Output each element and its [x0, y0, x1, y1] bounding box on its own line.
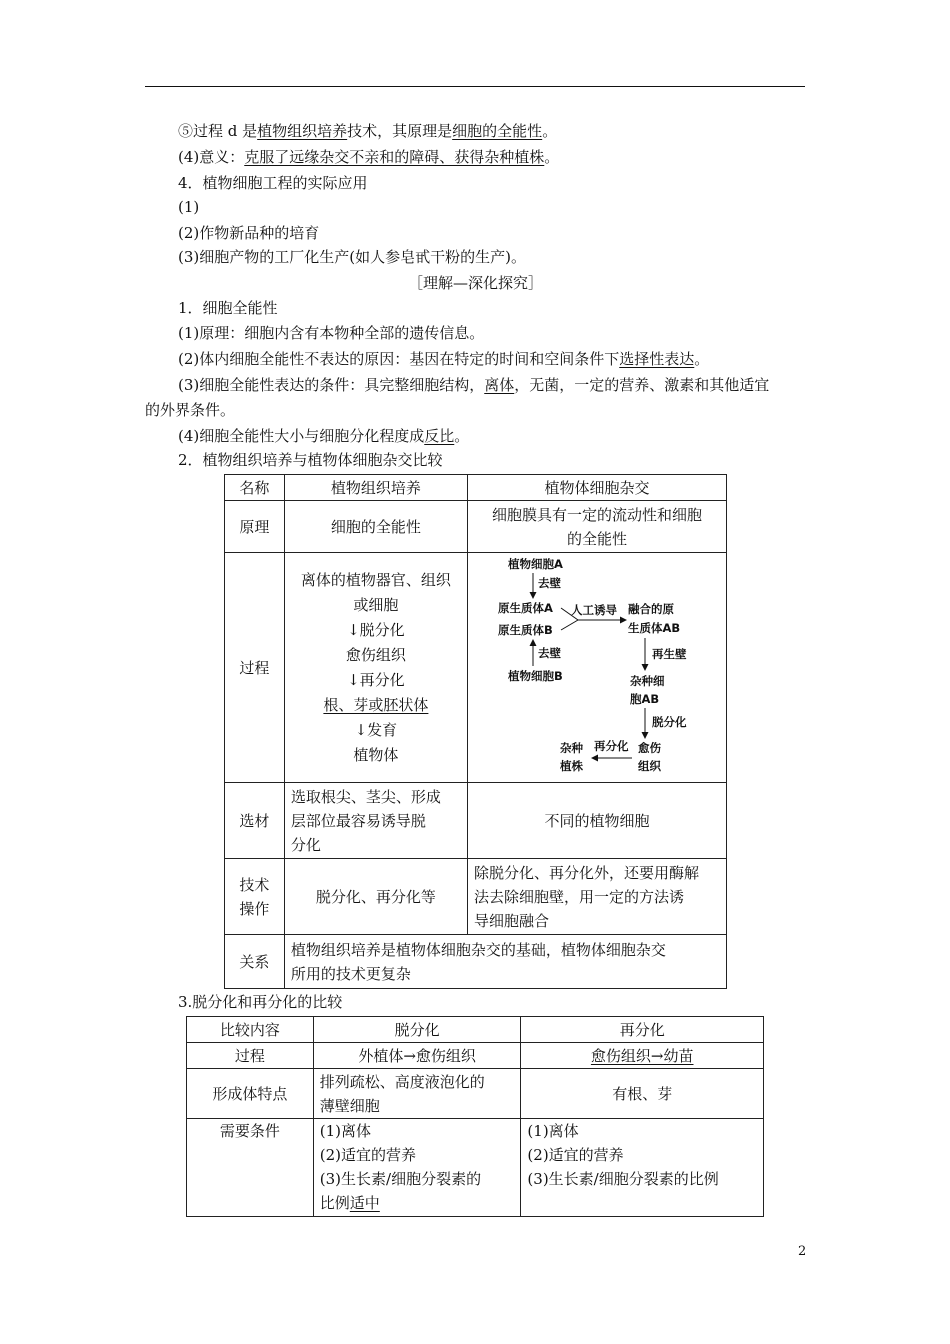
subsection-title: ［理解—深化探究］ — [408, 274, 544, 292]
text-line-6: (3)细胞产物的工厂化生产(如人参皂甙干粉的生产)。 — [178, 248, 526, 266]
header-rule — [145, 86, 805, 87]
diagram-label: 人工诱导 — [570, 602, 617, 617]
table-header-cell: 名称 — [225, 475, 285, 501]
section-heading-4: 4．植物细胞工程的实际应用 — [178, 174, 368, 192]
diagram-label: 愈伤 — [637, 740, 661, 755]
row-label: 选材 — [225, 783, 285, 859]
text-line-4: (1) — [178, 198, 200, 216]
section-heading-3: 3.脱分化和再分化的比较 — [178, 993, 343, 1011]
diagram-label: 胞AB — [629, 691, 660, 706]
comparison-table-1 — [224, 474, 727, 989]
text-line-11: (3)细胞全能性表达的条件：具完整细胞结构，离体，无菌，一定的营养、激素和其他适宜 — [178, 376, 770, 394]
table-cell: 有根、芽 — [521, 1069, 764, 1119]
text-line-2: (4)意义：克服了远缘杂交不亲和的障碍、获得杂种植株。 — [178, 148, 560, 166]
table-cell: 细胞膜具有一定的流动性和细胞 的全能性 — [467, 501, 726, 553]
diagram-label: 融合的原 — [627, 601, 674, 616]
text-line-5: (2)作物新品种的培育 — [178, 224, 320, 242]
table-cell: 选取根尖、茎尖、形成 层部位最容易诱导脱 分化 — [284, 783, 467, 859]
section-heading-2: 2．植物组织培养与植物体细胞杂交比较 — [178, 451, 443, 469]
row-label: 形成体特点 — [187, 1069, 314, 1119]
table-header-cell: 比较内容 — [187, 1017, 314, 1043]
row-label: 需要条件 — [187, 1119, 314, 1217]
table-header-cell: 植物体细胞杂交 — [467, 475, 726, 501]
text-line-12: 的外界条件。 — [145, 401, 236, 419]
text-line-9: (1)原理：细胞内含有本物种全部的遗传信息。 — [178, 324, 485, 342]
table-header-cell: 植物组织培养 — [284, 475, 467, 501]
row-label: 技术 操作 — [225, 859, 285, 935]
hybridization-diagram-cell — [467, 553, 726, 783]
row-label: 原理 — [225, 501, 285, 553]
table-cell: (1)离体 (2)适宜的营养 (3)生长素/细胞分裂素的比例 — [521, 1119, 764, 1217]
section-heading-1: 1．细胞全能性 — [178, 299, 278, 317]
diagram-label: 杂种细 — [629, 673, 665, 688]
row-label: 过程 — [225, 553, 285, 783]
text-line-13: (4)细胞全能性大小与细胞分化程度成反比。 — [178, 427, 470, 445]
comparison-table-2 — [186, 1016, 764, 1217]
diagram-label: 杂种 — [559, 740, 583, 755]
table-cell: 脱分化、再分化等 — [284, 859, 467, 935]
table-cell: 除脱分化、再分化外，还要用酶解 法去除细胞壁，用一定的方法诱 导细胞融合 — [467, 859, 726, 935]
hybridization-flow-diagram — [468, 554, 726, 782]
diagram-label: 原生质体B — [497, 622, 553, 637]
connector-line — [561, 620, 578, 630]
table-cell: 外植体→愈伤组织 — [313, 1043, 521, 1069]
table-cell: 排列疏松、高度液泡化的 薄壁细胞 — [313, 1069, 521, 1119]
diagram-label: 脱分化 — [651, 714, 687, 729]
diagram-label: 再分化 — [593, 738, 629, 753]
diagram-label: 组织 — [637, 758, 661, 773]
table-header-cell: 再分化 — [521, 1017, 764, 1043]
diagram-label: 植株 — [559, 758, 583, 773]
table-cell: (1)离体 (2)适宜的营养 (3)生长素/细胞分裂素的 比例适中 — [313, 1119, 521, 1217]
page-number: 2 — [798, 1244, 807, 1259]
process-flow-text: 离体的植物器官、组织 或细胞 ↓脱分化 愈伤组织 ↓再分化 根、芽或胚状体 ↓发育 植物体 — [284, 553, 467, 783]
row-label: 关系 — [225, 935, 285, 989]
text-line-10: (2)体内细胞全能性不表达的原因：基因在特定的时间和空间条件下选择性表达。 — [178, 350, 710, 368]
text-line-1: ⑤过程 d 是植物组织培养技术，其原理是细胞的全能性。 — [178, 122, 558, 140]
diagram-label: 植物细胞B — [507, 668, 563, 683]
table-cell: 细胞的全能性 — [284, 501, 467, 553]
table-cell: 愈伤组织→幼苗 — [521, 1043, 764, 1069]
table-cell: 植物组织培养是植物体细胞杂交的基础，植物体细胞杂交 所用的技术更复杂 — [284, 935, 726, 989]
diagram-label: 去壁 — [537, 645, 561, 660]
diagram-label: 原生质体A — [497, 600, 553, 615]
diagram-label: 生质体AB — [627, 620, 681, 635]
diagram-label: 去壁 — [537, 575, 561, 590]
diagram-label: 再生壁 — [651, 646, 687, 661]
diagram-label: 植物细胞A — [507, 556, 563, 571]
table-header-cell: 脱分化 — [313, 1017, 521, 1043]
row-label: 过程 — [187, 1043, 314, 1069]
table-cell: 不同的植物细胞 — [467, 783, 726, 859]
